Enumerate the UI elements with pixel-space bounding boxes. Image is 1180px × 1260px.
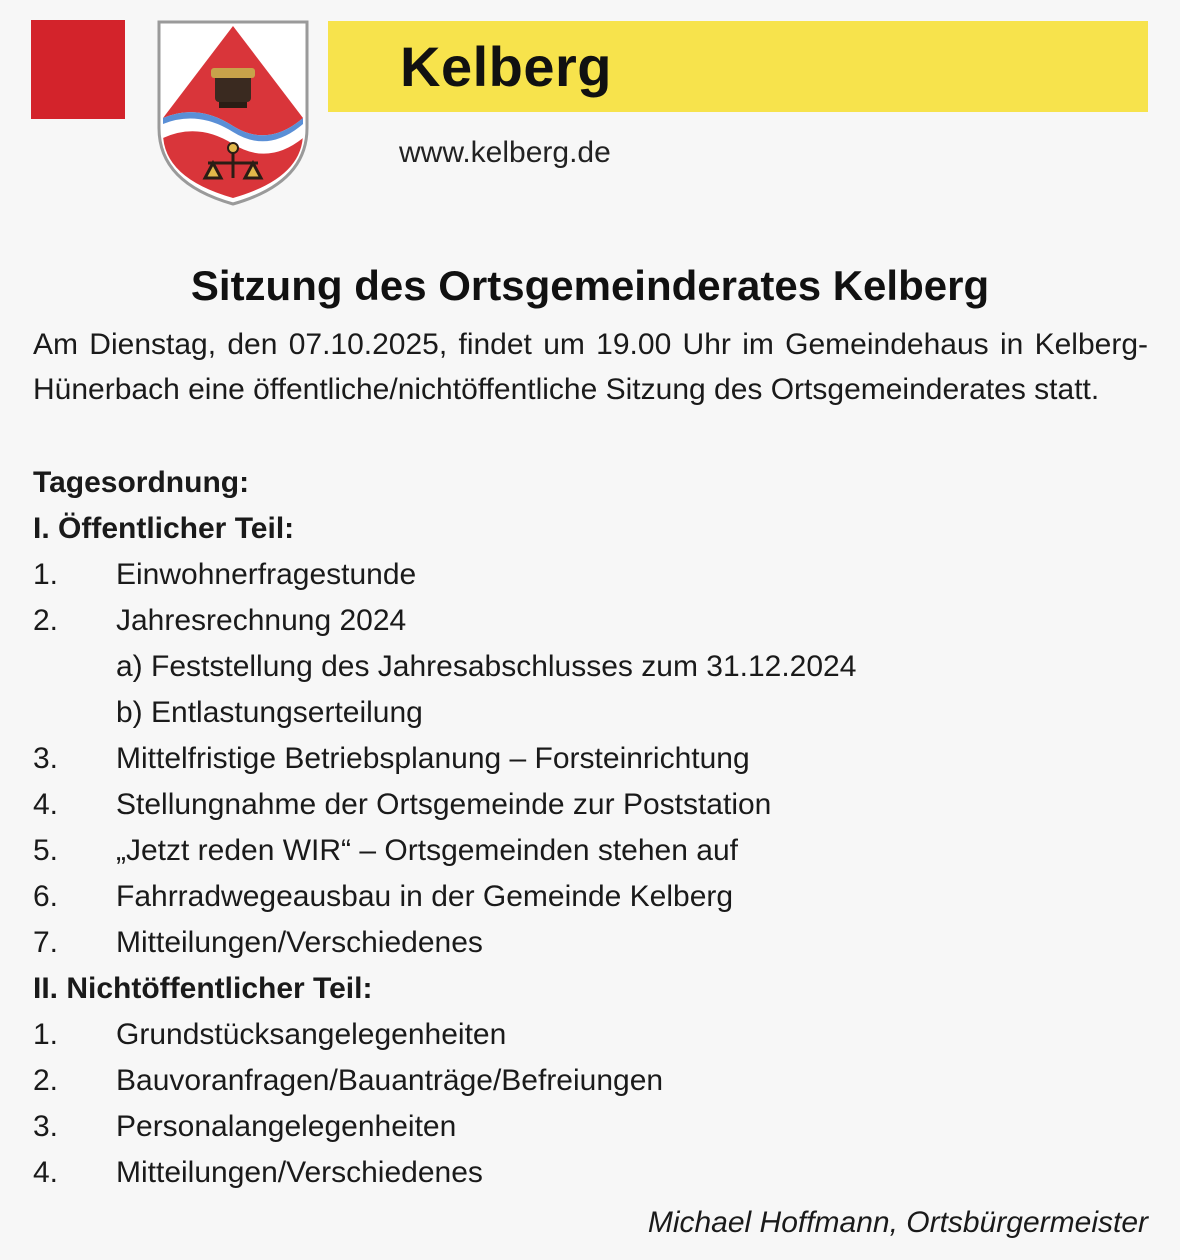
item-number: 1. bbox=[33, 558, 59, 591]
item-number: 7. bbox=[33, 926, 59, 959]
item-number: 6. bbox=[33, 880, 59, 913]
item-number: 2. bbox=[33, 1064, 59, 1097]
item-text: Einwohnerfragestunde bbox=[116, 558, 417, 591]
list-item bbox=[33, 920, 1148, 966]
public-part-heading: I. Öffentlicher Teil: bbox=[33, 512, 295, 545]
item-text: Bauvoranfragen/Bauanträge/Befreiungen bbox=[116, 1064, 664, 1097]
intro-paragraph: Am Dienstag, den 07.10.2025, findet um 19.00 Uhr im Gemeindehaus in Kelberg-Hünerbach eine öffentliche/nichtöffentliche Sitzung des Ortsgemeinderates statt. bbox=[33, 328, 1148, 406]
item-number: 4. bbox=[33, 788, 59, 821]
list-item bbox=[33, 874, 1148, 920]
item-text: Jahresrechnung 2024 bbox=[116, 604, 407, 637]
item-text: Mittelfristige Betriebsplanung – Forsteinrichtung bbox=[116, 742, 750, 775]
agenda-heading: Tagesordnung: bbox=[33, 466, 250, 499]
agenda bbox=[33, 460, 1148, 1196]
sub-item: b) Entlastungserteilung bbox=[116, 696, 423, 729]
sub-item: a) Feststellung des Jahresabschlusses zum 31.12.2024 bbox=[116, 650, 857, 683]
website-link[interactable]: www.kelberg.de bbox=[399, 136, 611, 169]
list-item bbox=[33, 552, 1148, 598]
list-item bbox=[33, 1104, 1148, 1150]
list-item bbox=[33, 828, 1148, 874]
page-title: Sitzung des Ortsgemeinderates Kelberg bbox=[190, 262, 990, 309]
list-item bbox=[33, 1150, 1148, 1196]
item-number: 3. bbox=[33, 742, 59, 775]
item-number: 4. bbox=[33, 1156, 59, 1189]
list-item bbox=[33, 1058, 1148, 1104]
signature: Michael Hoffmann, Ortsbürgermeister bbox=[647, 1206, 1148, 1239]
item-text: Mitteilungen/Verschiedenes bbox=[116, 1156, 483, 1189]
list-item bbox=[33, 598, 1148, 644]
item-number: 1. bbox=[33, 1018, 59, 1051]
item-number: 3. bbox=[33, 1110, 59, 1143]
private-part-heading: II. Nichtöffentlicher Teil: bbox=[33, 972, 373, 1005]
item-text: Stellungnahme der Ortsgemeinde zur Poststation bbox=[116, 788, 772, 821]
list-item bbox=[33, 1012, 1148, 1058]
town-name: Kelberg bbox=[400, 35, 612, 98]
item-text: Mitteilungen/Verschiedenes bbox=[116, 926, 483, 959]
item-number: 5. bbox=[33, 834, 59, 867]
item-number: 2. bbox=[33, 604, 59, 637]
item-text: Personalangelegenheiten bbox=[116, 1110, 457, 1143]
list-item bbox=[33, 782, 1148, 828]
coat-of-arms-icon bbox=[153, 18, 313, 208]
list-item bbox=[33, 736, 1148, 782]
item-text: „Jetzt reden WIR“ – Ortsgemeinden stehen auf bbox=[116, 834, 738, 867]
header-banner bbox=[328, 21, 1148, 112]
item-text: Grundstücksangelegenheiten bbox=[116, 1018, 507, 1051]
item-text: Fahrradwegeausbau in der Gemeinde Kelberg bbox=[116, 880, 734, 913]
red-brand-block bbox=[31, 20, 125, 119]
